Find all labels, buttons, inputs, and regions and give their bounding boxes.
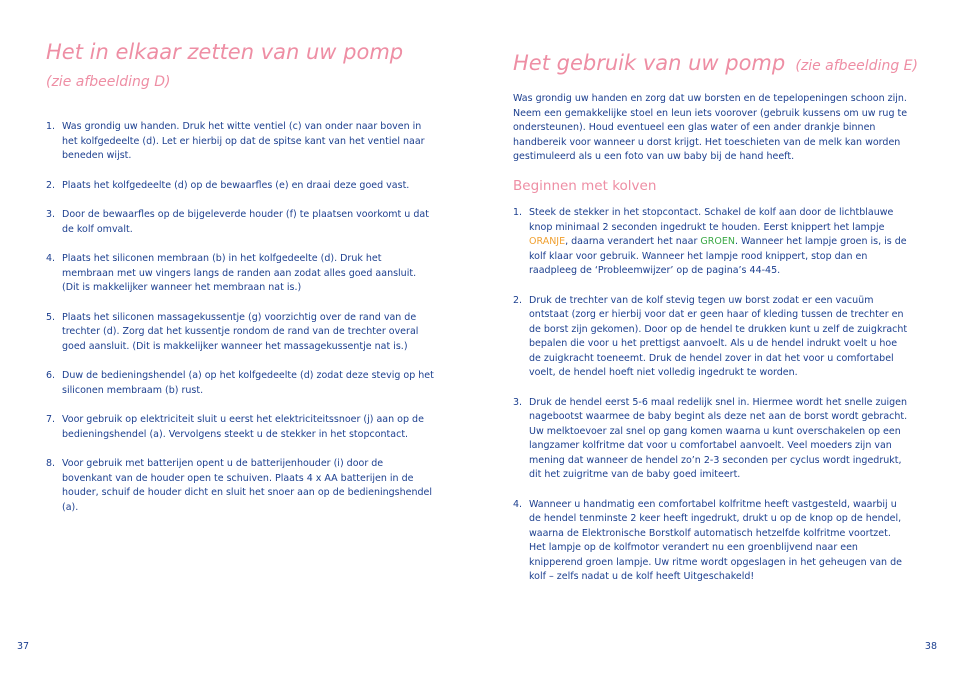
- step-text: Wanneer u handmatig een comfortabel kolfritme heeft vastgesteld, waarbij u de hendel tenminste 2 keer heeft ingedrukt, drukt u op de knop op de hendel, waarna de Elektronische Borstkolf automatisch hetzelfde kolfritme voortzet. Het lampje op de kolfmotor verandert nu een groenblijvend naar een knipperend groen lampje. Uw ritme wordt opgeslagen in het geheugen van de kolf – zelfs nadat u de kolf heeft Uitgeschakeld!: [529, 498, 902, 582]
- step-text: Druk de hendel eerst 5-6 maal redelijk snel in. Hiermee wordt het snelle zuigen nagebootst waarmee de baby begint als deze net aan de borst wordt gebracht. Uw melktoevoer zal snel op gang komen waarna u kunt overschakelen op een langzamer kolfritme dat voor u comfortabel aanvoelt. Veel moeders zijn van mening dat wanneer de hendel zo’n 2-3 seconden per cyclus wordt ingedrukt, dit het zuigritme van de baby goed imiteert.: [529, 396, 908, 480]
- assembly-step: [46, 208, 436, 237]
- section-heading: Beginnen met kolven: [513, 178, 657, 194]
- step-number: 2.: [46, 179, 56, 191]
- page-title-assembly: Het in elkaar zetten van uw pomp: [46, 40, 404, 64]
- step-text: Plaats het kolfgedeelte (d) op de bewaarfles (e) en draai deze goed vast.: [62, 179, 410, 191]
- step-text: Plaats het siliconen membraan (b) in het kolfgedeelte (d). Druk het membraan met uw vingers langs de randen aan zodat alles goed aansluit. (Dit is makkelijker wanneer het membraan nat is.): [62, 253, 417, 293]
- page-number: 38: [924, 641, 937, 652]
- step-text-part: Steek de stekker in het stopcontact. Schakel de kolf aan door de lichtblauwe knop minimaal 2 seconden ingedrukt te houden. Eerst knippert het lampje: [529, 207, 894, 233]
- step-number: 1.: [513, 207, 523, 218]
- step-text: Voor gebruik op elektriciteit sluit u eerst het elektriciteitssnoer (j) aan op de bedieningshendel (a). Vervolgens steekt u de stekker in het stopcontact.: [62, 414, 424, 440]
- figure-reference-e: (zie afbeelding E): [795, 58, 918, 74]
- assembly-step: [46, 179, 436, 194]
- step-text: Door de bewaarfles op de bijgeleverde houder (f) te plaatsen voorkomt u dat de kolf omvalt.: [62, 209, 429, 235]
- page-title-text: Het gebruik van uw pomp: [513, 51, 786, 75]
- step-number: 3.: [46, 209, 56, 220]
- assembly-step: [46, 311, 436, 355]
- usage-step: [513, 206, 908, 279]
- usage-step: [513, 498, 908, 585]
- step-number: 3.: [513, 396, 523, 408]
- assembly-steps-list: [46, 120, 436, 515]
- step-text-part: , daarna verandert het naar: [565, 236, 701, 247]
- assembly-step: [46, 369, 436, 398]
- assembly-step: [46, 120, 436, 164]
- green-light-label: GROEN: [700, 236, 735, 247]
- assembly-step: [46, 252, 436, 296]
- step-text: Duw de bedieningshendel (a) op het kolfgedeelte (d) zodat deze stevig op het siliconen membraam (b) rust.: [62, 370, 434, 396]
- orange-light-label: ORANJE: [529, 236, 566, 247]
- assembly-step: [46, 457, 436, 515]
- step-number: 8.: [46, 458, 56, 469]
- usage-steps-list: [513, 206, 908, 585]
- page-title-usage: [513, 40, 918, 78]
- step-number: 4.: [46, 253, 56, 264]
- step-text: Was grondig uw handen. Druk het witte ventiel (c) van onder naar boven in het kolfgedeelte (d). Let er hierbij op dat de spitse kant van het ventiel naar beneden wijst.: [62, 121, 425, 161]
- figure-reference-d: (zie afbeelding D): [46, 74, 171, 90]
- step-number: 7.: [46, 414, 56, 425]
- step-text: Plaats het siliconen massagekussentje (g) voorzichtig over de rand van de trechter (d). Zorg dat het kussentje rondom de rand van de trechter overal goed aansluit. (Dit is makkelijker wanneer het massagekussentje nat is.): [62, 311, 419, 352]
- step-number: 5.: [46, 311, 56, 323]
- intro-paragraph: Was grondig uw handen en zorg dat uw borsten en de tepelopeningen schoon zijn. Neem een gemakkelijke stoel en leun iets voorover (gebruik kussens om uw rug te ondersteunen). Houd eventueel een glas water of een ander drankje binnen handbereik voor wanneer u dorst krijgt. Het toeschieten van de melk kan worden gestimuleerd als u een foto van uw baby bij de hand heeft.: [513, 93, 908, 162]
- step-number: 2.: [513, 294, 523, 306]
- step-text-part: . Wanneer het lampje groen is, is de kolf klaar voor gebruik. Wanneer het lampje rood knippert, stop dan en raadpleeg de ‘Probleemwijzer’ op de pagina’s 44-45.: [529, 236, 907, 276]
- step-text: Voor gebruik met batterijen opent u de batterijenhouder (i) door de bovenkant van de houder open te schuiven. Plaats 4 x AA batterijen in de houder, schuif de houder dicht en sluit het snoer aan op de bedieningshendel (a).: [62, 458, 433, 513]
- usage-step: [513, 294, 908, 381]
- step-number: 4.: [513, 498, 523, 510]
- page-number: 37: [17, 641, 30, 652]
- right-page: [477, 0, 954, 675]
- assembly-step: [46, 413, 436, 442]
- step-text: Druk de trechter van de kolf stevig tegen uw borst zodat er een vacuüm ontstaat (zorg er hierbij voor dat er geen haar of kleding tussen de trechter en de borst zijn gekomen). Door op de hendel te drukken kunt u zelf de zuigkracht bepalen die voor u het prettigst aanvoelt. Als u de hendel indrukt voelt u hoe de zuigkracht toeneemt. Druk de hendel zover in dat het voor u comfortabel voelt, de hendel hoeft niet volledig ingedrukt te worden.: [529, 294, 908, 378]
- usage-step: [513, 396, 908, 483]
- step-number: 6.: [46, 370, 56, 381]
- step-text: [529, 207, 907, 276]
- step-number: 1.: [46, 121, 56, 132]
